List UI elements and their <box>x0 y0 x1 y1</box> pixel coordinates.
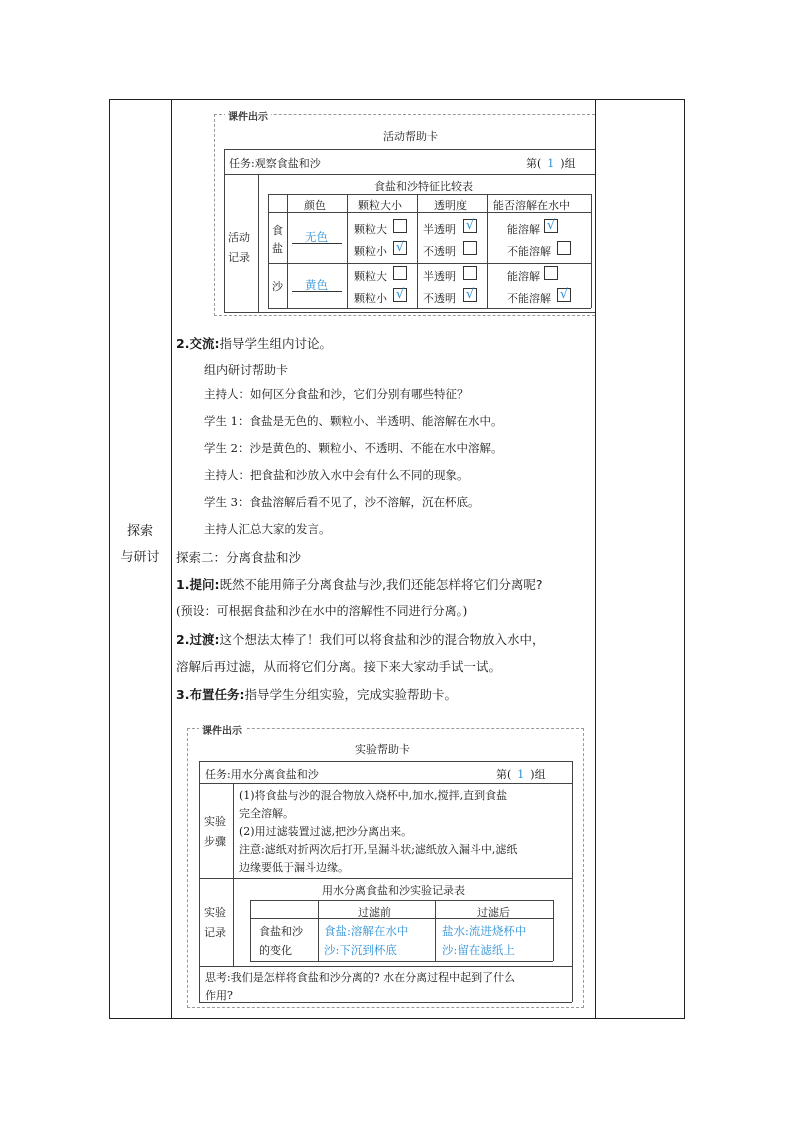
card2-group: 第( 1 )组 <box>496 768 546 781</box>
salt-size-big-checkbox[interactable] <box>393 219 407 233</box>
card1-tab: 课件出示 <box>225 108 271 123</box>
salt-cannot: 不能溶解 <box>507 245 551 258</box>
transition-line-1: 2.过渡:这个想法太棒了！我们可以将食盐和沙的混合物放入水中， <box>176 632 545 647</box>
col-before-filter: 过滤前 <box>358 906 391 919</box>
sand-size-small: 颗粒小 <box>354 292 387 305</box>
before-answer-1: 食盐:溶解在水中 <box>324 924 409 938</box>
transition-line-2: 溶解后再过滤，从而将它们分离。接下来大家动手试一试。 <box>176 659 502 674</box>
sand-color-answer: 黄色 <box>305 278 328 292</box>
salt-size-small: 颗粒小 <box>354 245 387 258</box>
section-label-line1: 探索 <box>126 524 153 539</box>
header-color: 颜色 <box>304 199 326 212</box>
step-1-line-a: (1)将食盐与沙的混合物放入烧杯中,加水,搅拌,直到食盐 <box>239 789 508 802</box>
think-line-1: 思考:我们是怎样将食盐和沙分离的? 水在分离过程中起到了什么 <box>205 971 516 984</box>
exchange-line: 2.交流:指导学生组内讨论。 <box>176 336 332 351</box>
explore-two-heading: 探索二：分离食盐和沙 <box>176 550 302 565</box>
salt-cannot-checkbox[interactable] <box>557 241 571 255</box>
steps-label: 实验 步骤 <box>204 815 226 848</box>
sand-size-small-checkbox[interactable]: √ <box>393 288 407 302</box>
preset-line: (预设：可根据食盐和沙在水中的溶解性不同进行分离。) <box>176 604 468 618</box>
dialog-line-6: 主持人汇总大家的发言。 <box>204 522 331 536</box>
salt-can-checkbox[interactable]: √ <box>544 219 558 233</box>
comparison-table-title: 食盐和沙特征比较表 <box>374 180 473 193</box>
card2-title: 实验帮助卡 <box>355 743 410 756</box>
salt-size-small-checkbox[interactable]: √ <box>393 241 407 255</box>
think-line-2: 作用? <box>205 989 233 1002</box>
sand-can: 能溶解 <box>507 270 540 283</box>
step-2: (2)用过滤装置过滤,把沙分离出来。 <box>239 825 413 838</box>
sand-semi-checkbox[interactable] <box>463 266 477 280</box>
column-divider-right <box>595 99 596 1019</box>
salt-opaque: 不透明 <box>423 245 456 258</box>
sand-cannot-checkbox[interactable]: √ <box>557 288 571 302</box>
salt-row-label: 食 盐 <box>272 224 283 255</box>
sand-cannot: 不能溶解 <box>507 292 551 305</box>
sand-size-big: 颗粒大 <box>354 270 387 283</box>
salt-semi: 半透明 <box>423 223 456 236</box>
sand-opaque: 不透明 <box>423 292 456 305</box>
salt-size-big: 颗粒大 <box>354 223 387 236</box>
sand-semi: 半透明 <box>423 270 456 283</box>
salt-semi-checkbox[interactable]: √ <box>463 219 477 233</box>
before-answer-2: 沙:下沉到杯底 <box>324 943 397 957</box>
record-table-title: 用水分离食盐和沙实验记录表 <box>322 884 465 897</box>
column-divider-left <box>171 99 172 1019</box>
salt-color-answer: 无色 <box>305 230 328 244</box>
sand-size-big-checkbox[interactable] <box>393 266 407 280</box>
after-answer-1: 盐水:流进烧杯中 <box>442 924 527 938</box>
header-solubility: 能否溶解在水中 <box>493 199 570 212</box>
note-line-2: 边缘要低于漏斗边缘。 <box>239 861 349 874</box>
header-size: 颗粒大小 <box>358 199 402 212</box>
change-row-label: 食盐和沙 的变化 <box>259 925 303 957</box>
section-label-line2: 与研讨 <box>120 550 160 565</box>
col-after-filter: 过滤后 <box>477 906 510 919</box>
dialog-line-1: 主持人：如何区分食盐和沙，它们分别有哪些特征？ <box>204 387 469 401</box>
dialog-line-2: 学生 1：食盐是无色的、颗粒小、半透明、能溶解在水中。 <box>204 414 503 428</box>
note-line-1: 注意:滤纸对折两次后打开,呈漏斗状;滤纸放入漏斗中,滤纸 <box>239 843 518 856</box>
after-answer-2: 沙:留在滤纸上 <box>442 943 515 957</box>
dialog-line-3: 学生 2：沙是黄色的、颗粒小、不透明、不能在水中溶解。 <box>204 441 503 455</box>
sand-opaque-checkbox[interactable]: √ <box>463 288 477 302</box>
question-line: 1.提问:既然不能用筛子分离食盐与沙,我们还能怎样将它们分离呢? <box>176 577 543 592</box>
card2-tab: 课件出示 <box>199 722 245 737</box>
header-transparency: 透明度 <box>434 199 467 212</box>
card1-title: 活动帮助卡 <box>383 130 438 143</box>
group-card-title: 组内研讨帮助卡 <box>204 363 289 377</box>
assign-task-line: 3.布置任务:指导学生分组实验，完成实验帮助卡。 <box>176 687 457 702</box>
card1-task: 任务:观察食盐和沙 <box>229 157 321 170</box>
salt-opaque-checkbox[interactable] <box>463 241 477 255</box>
dialog-line-5: 学生 3：食盐溶解后看不见了，沙不溶解，沉在杯底。 <box>204 495 480 509</box>
card1-row-label: 活动 记录 <box>228 231 250 264</box>
card2-task: 任务:用水分离食盐和沙 <box>205 768 319 781</box>
record-label: 实验 记录 <box>204 906 226 939</box>
salt-can: 能溶解 <box>507 223 540 236</box>
sand-can-checkbox[interactable] <box>544 266 558 280</box>
sand-row-label: 沙 <box>272 280 283 293</box>
step-1-line-b: 完全溶解。 <box>239 807 294 820</box>
dialog-line-4: 主持人：把食盐和沙放入水中会有什么不同的现象。 <box>204 468 469 482</box>
card1-group: 第( 1 )组 <box>526 157 576 170</box>
